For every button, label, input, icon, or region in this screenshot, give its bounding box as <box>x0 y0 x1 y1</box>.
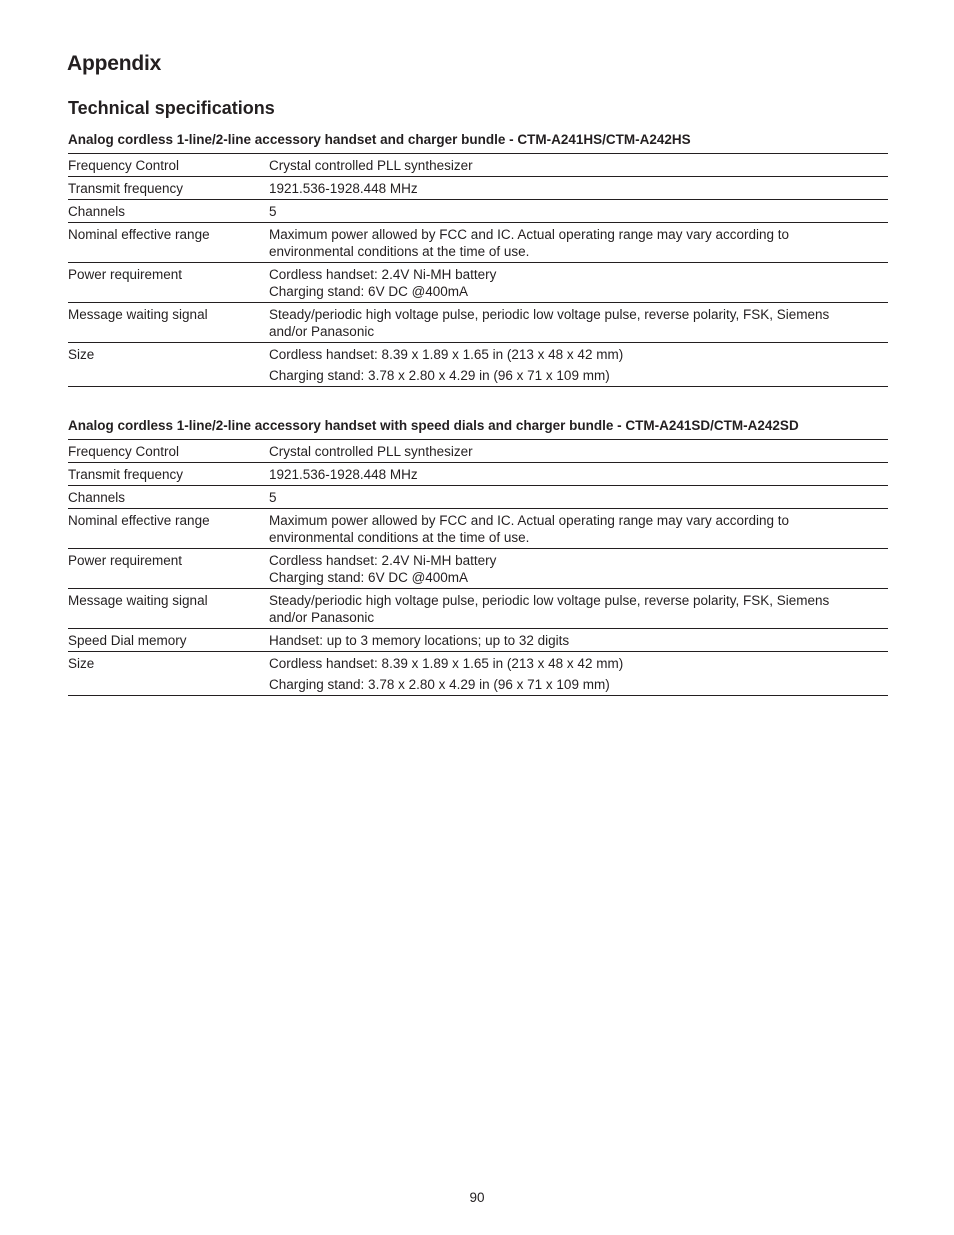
spec-label: Size <box>68 347 95 362</box>
spec-label: Size <box>68 656 95 671</box>
spec-value-line: Crystal controlled PLL synthesizer <box>269 158 473 173</box>
spec-value-line: 5 <box>269 204 277 219</box>
spec-value <box>269 466 888 483</box>
spec-label: Nominal effective range <box>68 513 210 528</box>
spec-label: Transmit frequency <box>68 181 184 196</box>
table-row <box>68 549 888 589</box>
spec-label: Power requirement <box>68 267 183 282</box>
spec-section-hs <box>68 131 888 387</box>
spec-label: Message waiting signal <box>68 307 208 322</box>
table-row <box>68 154 888 177</box>
table-row <box>68 303 888 343</box>
spec-label: Channels <box>68 490 126 505</box>
spec-value-line: environmental conditions at the time of use. <box>269 244 530 259</box>
spec-section-sd <box>68 417 888 696</box>
spec-value <box>269 443 888 460</box>
spec-table-title: Analog cordless 1-line/2-line accessory handset with speed dials and charger bundle - CTM-A241SD/CTM-A242SD <box>68 418 799 433</box>
spec-value-line: Steady/periodic high voltage pulse, periodic low voltage pulse, reverse polarity, FSK, Siemens <box>269 593 830 608</box>
table-row <box>68 589 888 629</box>
spec-value-line: Cordless handset: 8.39 x 1.89 x 1.65 in (213 x 48 x 42 mm) <box>269 656 624 671</box>
table-row <box>68 177 888 200</box>
table-row <box>68 463 888 486</box>
spec-value <box>269 655 888 693</box>
spec-value <box>269 489 888 506</box>
table-row <box>68 263 888 303</box>
spec-label: Transmit frequency <box>68 467 184 482</box>
spec-value-line: Charging stand: 3.78 x 2.80 x 4.29 in (96 x 71 x 109 mm) <box>269 368 610 383</box>
spec-label: Power requirement <box>68 553 183 568</box>
spec-value <box>269 632 888 649</box>
spec-label: Speed Dial memory <box>68 633 187 648</box>
spec-value-line: Crystal controlled PLL synthesizer <box>269 444 473 459</box>
spec-value-line: environmental conditions at the time of use. <box>269 530 530 545</box>
spec-table <box>68 439 888 696</box>
section-heading: Technical specifications <box>68 98 275 118</box>
spec-value-line: Maximum power allowed by FCC and IC. Actual operating range may vary according to <box>269 227 789 242</box>
table-row <box>68 486 888 509</box>
spec-value-line: Cordless handset: 2.4V Ni-MH battery <box>269 553 497 568</box>
spec-value <box>269 512 888 546</box>
spec-value <box>269 203 888 220</box>
page-heading: Appendix <box>67 52 162 75</box>
spec-label: Frequency Control <box>68 444 180 459</box>
spec-value <box>269 266 888 300</box>
spec-value <box>269 226 888 260</box>
spec-value-line: and/or Panasonic <box>269 610 375 625</box>
spec-value <box>269 346 888 384</box>
spec-table <box>68 153 888 387</box>
spec-value-line: 1921.536-1928.448 MHz <box>269 181 418 196</box>
spec-table-title: Analog cordless 1-line/2-line accessory handset and charger bundle - CTM-A241HS/CTM-A242HS <box>68 132 691 147</box>
table-row <box>68 200 888 223</box>
table-row <box>68 343 888 387</box>
spec-value-line: 5 <box>269 490 277 505</box>
spec-value-line: Cordless handset: 2.4V Ni-MH battery <box>269 267 497 282</box>
spec-value-line: Charging stand: 6V DC @400mA <box>269 284 469 299</box>
spec-value <box>269 552 888 586</box>
spec-value-line: 1921.536-1928.448 MHz <box>269 467 418 482</box>
spec-value <box>269 180 888 197</box>
spec-label: Frequency Control <box>68 158 180 173</box>
table-row <box>68 509 888 549</box>
spec-value-line: Handset: up to 3 memory locations; up to 32 digits <box>269 633 570 648</box>
table-row <box>68 223 888 263</box>
spec-value-line: Charging stand: 3.78 x 2.80 x 4.29 in (96 x 71 x 109 mm) <box>269 677 610 692</box>
spec-value <box>269 306 888 340</box>
spec-value-line: Steady/periodic high voltage pulse, periodic low voltage pulse, reverse polarity, FSK, Siemens <box>269 307 830 322</box>
table-row <box>68 652 888 696</box>
spec-label: Message waiting signal <box>68 593 208 608</box>
spec-value-line: Maximum power allowed by FCC and IC. Actual operating range may vary according to <box>269 513 789 528</box>
table-row <box>68 629 888 652</box>
spec-value <box>269 157 888 174</box>
page-number: 90 <box>469 1190 485 1205</box>
spec-value-line: Charging stand: 6V DC @400mA <box>269 570 469 585</box>
spec-value <box>269 592 888 626</box>
spec-value-line: and/or Panasonic <box>269 324 375 339</box>
table-row <box>68 440 888 463</box>
spec-value-line: Cordless handset: 8.39 x 1.89 x 1.65 in (213 x 48 x 42 mm) <box>269 347 624 362</box>
spec-label: Nominal effective range <box>68 227 210 242</box>
spec-label: Channels <box>68 204 126 219</box>
